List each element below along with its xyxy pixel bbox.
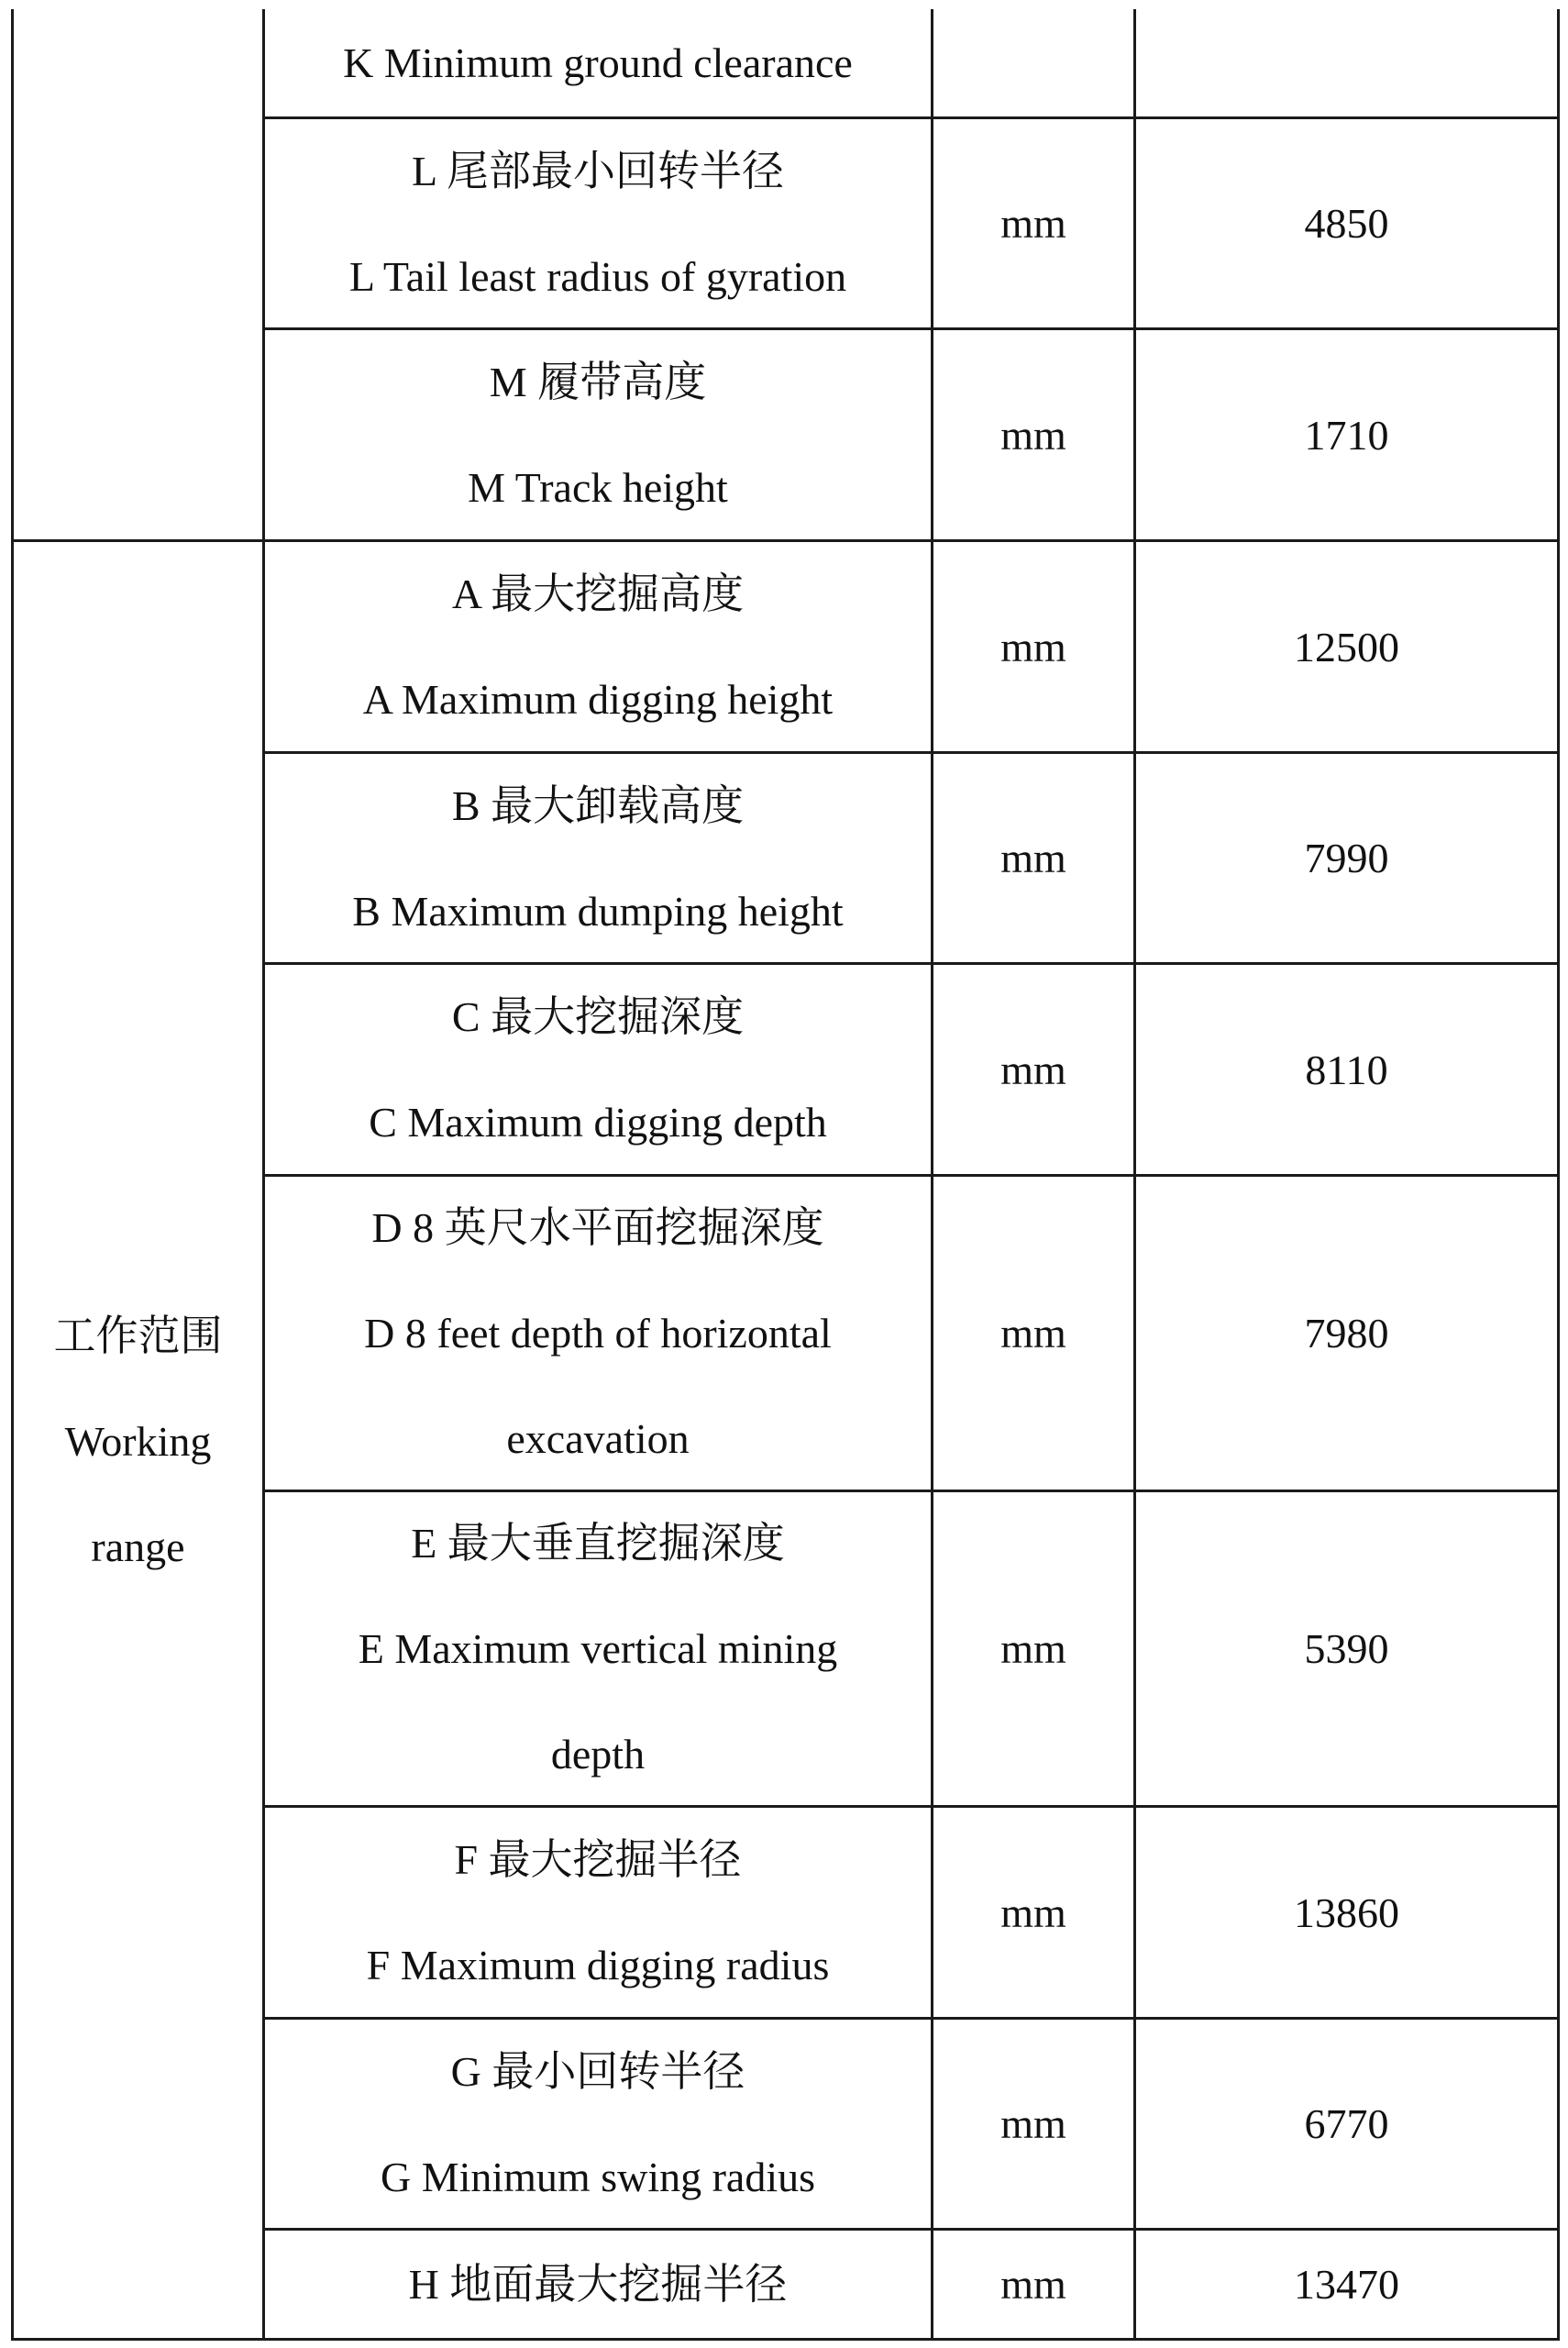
value-cell [1136, 330, 1557, 539]
value-text: 12500 [1294, 623, 1399, 670]
item-name-line: H 地面最大挖掘半径 [408, 2261, 788, 2308]
item-name-line: D 8 feet depth of horizontal [364, 1310, 832, 1357]
value-cell [1136, 2020, 1557, 2228]
item-name-line: F 最大挖掘半径 [454, 1836, 742, 1883]
item-name-line: M 履带高度 [489, 359, 707, 405]
unit-cell [933, 119, 1133, 327]
value-text: 4850 [1304, 200, 1389, 247]
value-cell [1136, 1492, 1557, 1805]
item-name-cell [265, 754, 931, 962]
value-text: 1710 [1304, 411, 1389, 459]
unit-text: mm [1000, 411, 1066, 459]
item-name-line: A 最大挖掘高度 [451, 570, 745, 617]
category-cell-working-range [14, 542, 262, 2341]
item-name-line: depth [550, 1731, 646, 1778]
item-name-line: C Maximum digging depth [369, 1099, 827, 1146]
unit-cell [933, 1808, 1133, 2017]
value-text: 6770 [1304, 2100, 1389, 2147]
unit-cell [933, 1177, 1133, 1490]
item-name-line: E Maximum vertical mining [358, 1625, 838, 1672]
category-label: 工作范围 [53, 1312, 223, 1359]
value-cell [1136, 119, 1557, 327]
item-name-line: F Maximum digging radius [366, 1942, 830, 1988]
value-text: 8110 [1305, 1046, 1388, 1093]
value-text: 13860 [1294, 1888, 1399, 1936]
unit-cell [933, 2231, 1133, 2338]
value-text: 7980 [1304, 1310, 1389, 1357]
unit-text: mm [1000, 1625, 1066, 1672]
unit-text: mm [1000, 1888, 1066, 1936]
value-cell [1136, 542, 1557, 751]
item-name-line: B 最大卸载高度 [451, 781, 745, 829]
value-text: 5390 [1304, 1625, 1389, 1672]
item-name-cell [265, 965, 931, 1174]
item-name-line: A Maximum digging height [362, 676, 834, 723]
item-name-line: excavation [506, 1415, 690, 1462]
item-name-cell [265, 1492, 931, 1805]
value-cell [1136, 2231, 1557, 2338]
value-text: 7990 [1304, 835, 1389, 881]
item-name-line: D 8 英尺水平面挖掘深度 [371, 1204, 824, 1251]
item-name-line: L 尾部最小回转半径 [412, 147, 784, 194]
unit-text: mm [1000, 200, 1066, 247]
unit-cell [933, 542, 1133, 751]
value-cell [1136, 1808, 1557, 2017]
unit-text: mm [1000, 1046, 1066, 1093]
item-name-cell [265, 542, 931, 751]
unit-text: mm [1000, 2100, 1066, 2147]
item-name-cell [265, 2231, 931, 2338]
value-text: 13470 [1294, 2261, 1399, 2308]
item-name-line: K Minimum ground clearance [343, 39, 853, 86]
unit-cell [933, 754, 1133, 962]
item-name-line: G 最小回转半径 [450, 2047, 745, 2095]
unit-text: mm [1000, 835, 1066, 881]
unit-cell [933, 9, 1133, 116]
unit-cell [933, 965, 1133, 1174]
unit-cell [933, 330, 1133, 539]
unit-text: mm [1000, 623, 1066, 670]
value-cell [1136, 754, 1557, 962]
item-name-cell [265, 1177, 931, 1490]
unit-text: mm [1000, 1310, 1066, 1357]
value-cell [1136, 1177, 1557, 1490]
item-name-cell [265, 9, 931, 116]
unit-cell [933, 2020, 1133, 2228]
item-name-line: E 最大垂直挖掘深度 [411, 1520, 785, 1567]
item-name-cell [265, 2020, 931, 2228]
value-cell [1136, 965, 1557, 1174]
item-name-cell [265, 119, 931, 327]
item-name-line: B Maximum dumping height [352, 887, 844, 935]
unit-text: mm [1000, 2261, 1066, 2308]
unit-cell [933, 1492, 1133, 1805]
item-name-line: L Tail least radius of gyration [348, 252, 847, 300]
value-cell [1136, 9, 1557, 116]
category-label: Working [64, 1418, 212, 1465]
item-name-line: C 最大挖掘深度 [451, 993, 745, 1040]
item-name-cell [265, 330, 931, 539]
item-name-line: M Track height [468, 464, 728, 511]
category-label: range [91, 1523, 185, 1570]
item-name-line: G Minimum swing radius [380, 2153, 816, 2200]
item-name-cell [265, 1808, 931, 2017]
